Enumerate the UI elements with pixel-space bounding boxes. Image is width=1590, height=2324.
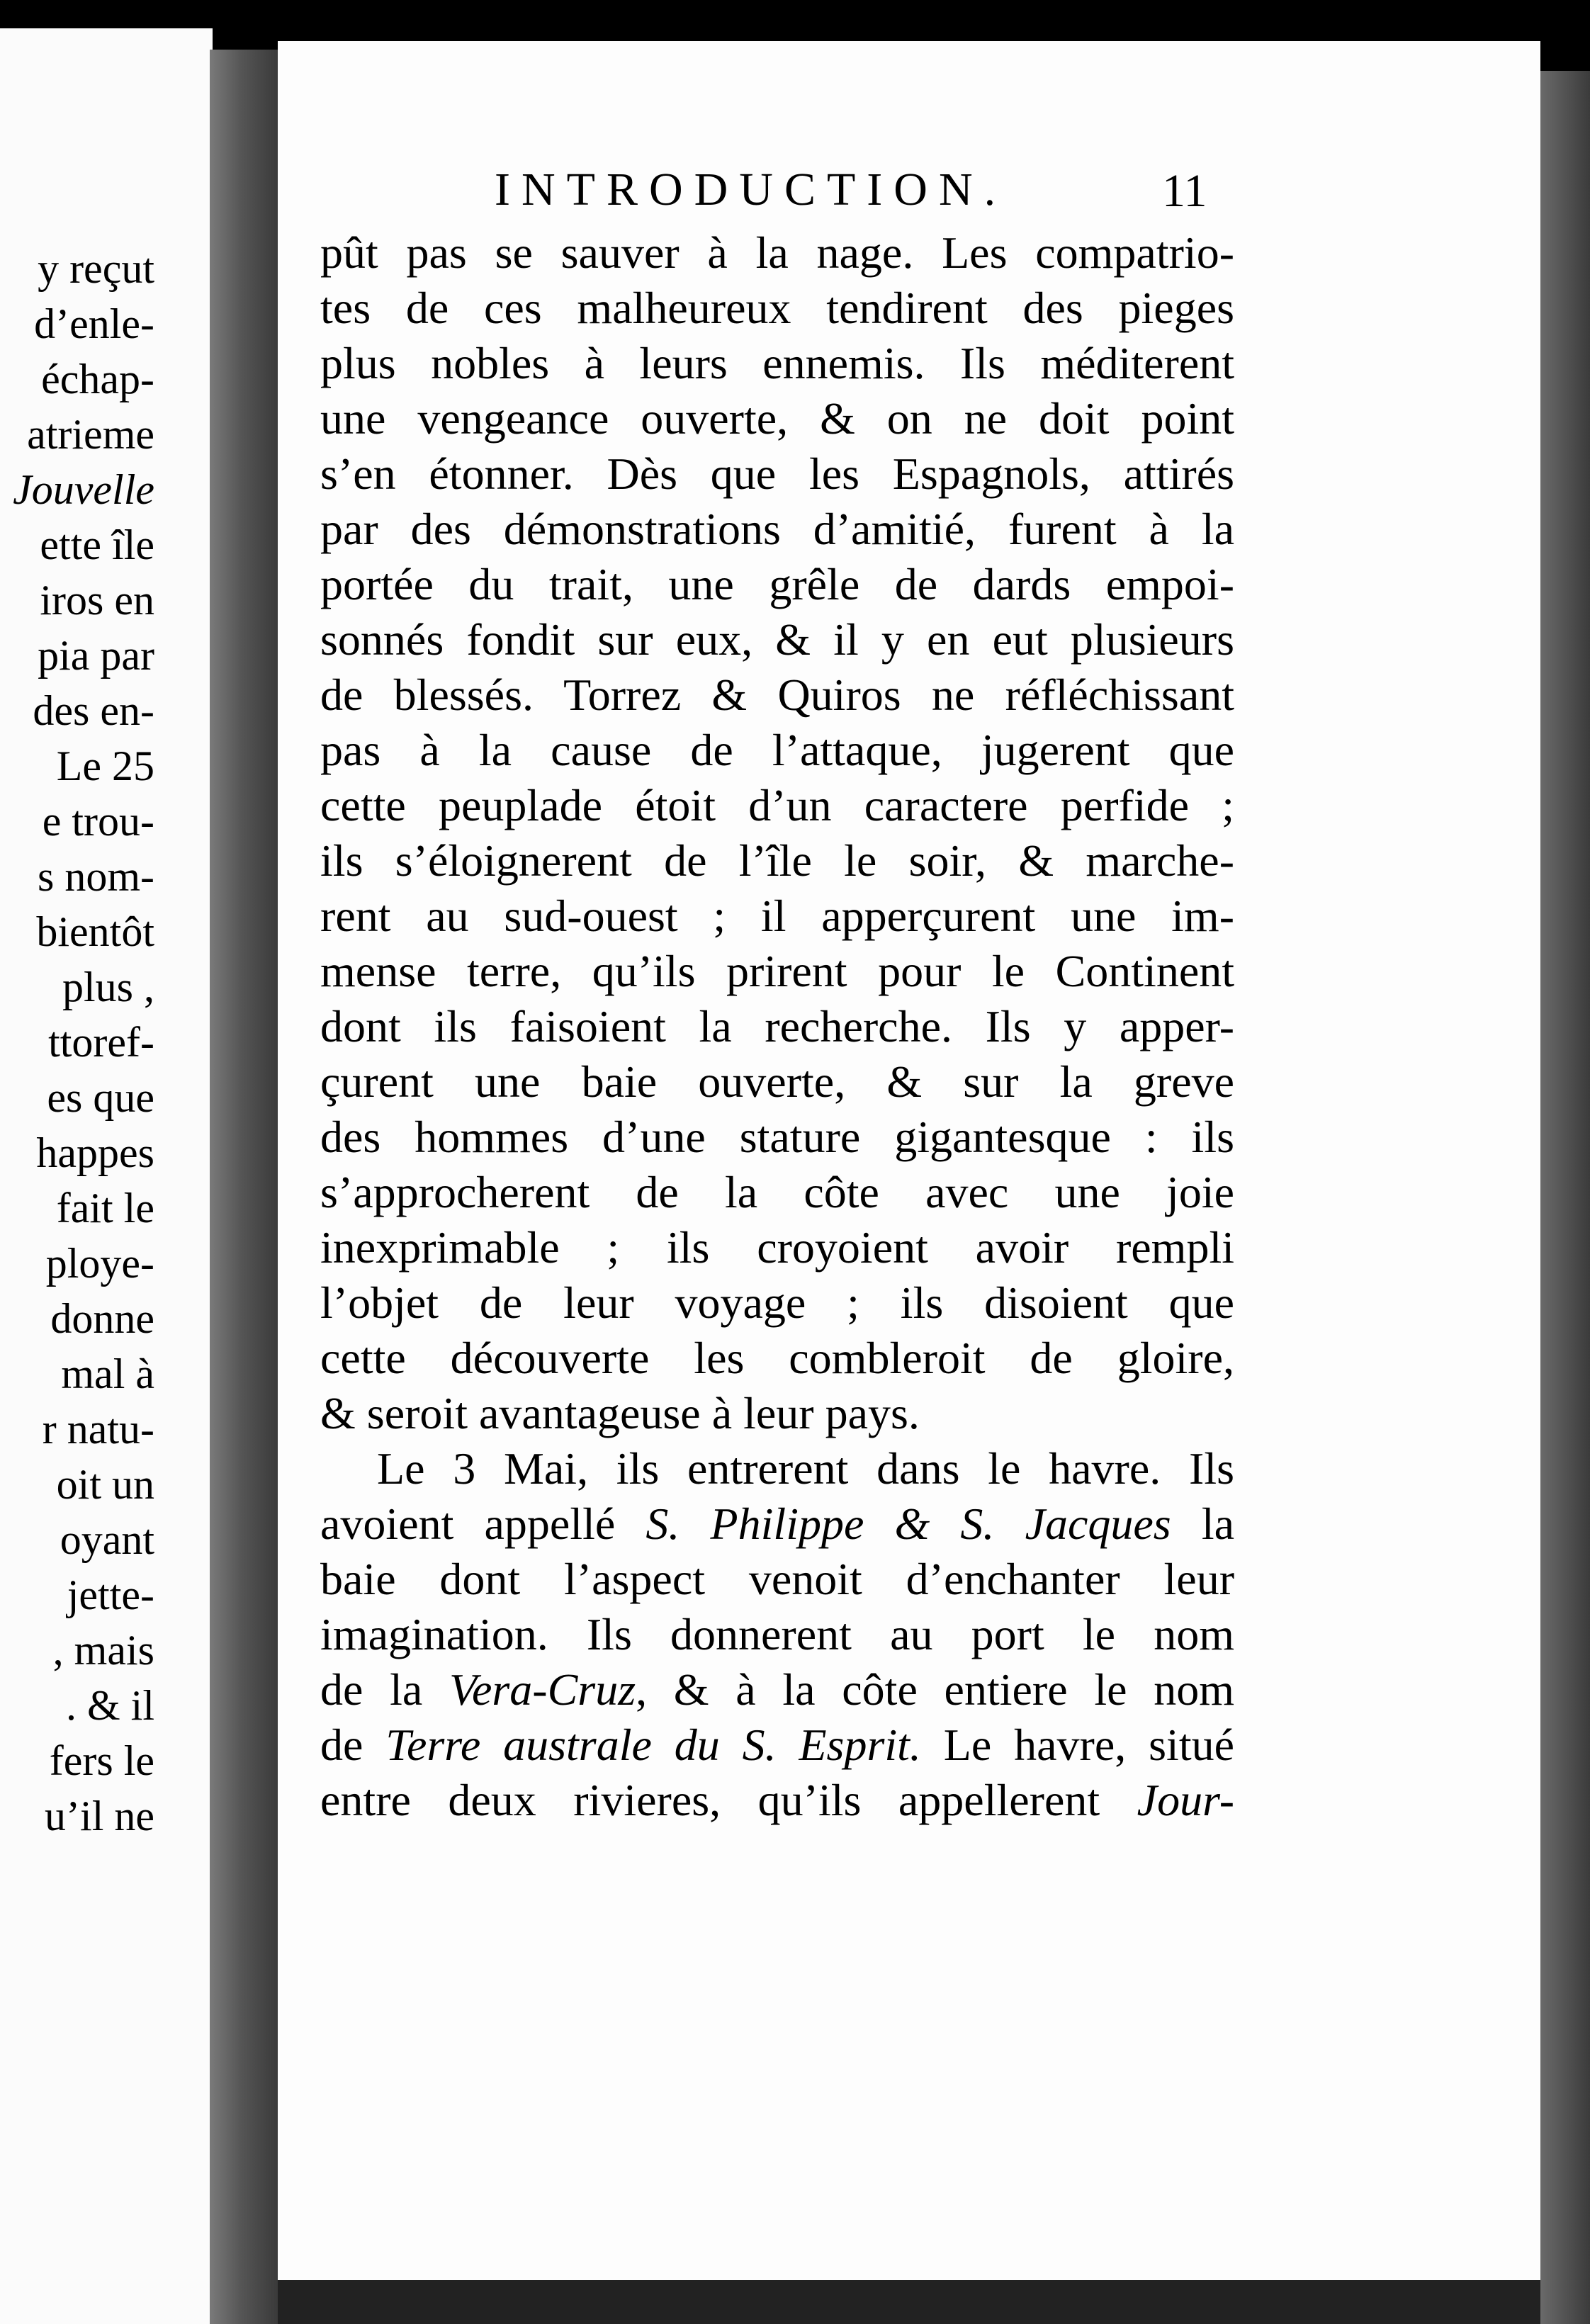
left-line: iros en <box>40 577 154 624</box>
left-line: y reçut <box>38 245 154 292</box>
body-line: une vengeance ouverte, & on ne doit point <box>320 393 1234 444</box>
italic-place-name: Vera-Cruz <box>449 1664 636 1715</box>
line-text: la <box>1171 1499 1235 1549</box>
left-line: happes <box>36 1129 154 1176</box>
body-line: cette découverte les combleroit de gloire, <box>320 1333 1234 1383</box>
body-line: de blessés. Torrez & Quiros ne réfléchissant <box>320 670 1234 720</box>
italic-word: Jour- <box>1137 1775 1234 1825</box>
body-line: baie dont l’aspect venoit d’enchanter leur <box>320 1554 1234 1604</box>
body-line: dont ils faisoient la recherche. Ils y apper- <box>320 1001 1234 1051</box>
left-line: r natu- <box>42 1406 154 1452</box>
italic-place-name: Terre australe du S. Esprit. <box>385 1720 921 1770</box>
paragraph-start-line: Le 3 Mai, ils entrerent dans le havre. Ils <box>377 1443 1234 1494</box>
left-line: plus , <box>62 964 154 1010</box>
page-edge <box>1540 71 1590 2324</box>
body-line: imagination. Ils donnerent au port le nom <box>320 1609 1234 1659</box>
line-text: de la <box>320 1664 449 1715</box>
left-line: atrieme <box>27 411 154 458</box>
line-text: entre deux rivieres, qu’ils appellerent <box>320 1775 1137 1825</box>
left-line: donne <box>50 1295 154 1342</box>
body-line <box>320 1717 1234 1773</box>
body-line: inexprimable ; ils croyoient avoir rempli <box>320 1222 1234 1273</box>
left-line: pia par <box>38 632 154 679</box>
left-line: oit un <box>56 1461 154 1508</box>
body-line: pas à la cause de l’attaque, jugerent que <box>320 725 1234 775</box>
left-line: bientôt <box>36 908 154 955</box>
line-text: avoient appellé <box>320 1499 646 1549</box>
left-page-fragment <box>0 28 213 2324</box>
line-text: de <box>320 1720 386 1770</box>
book-gutter <box>210 50 281 2324</box>
running-head: INTRODUCTION. <box>495 164 1008 215</box>
body-line: rent au sud-ouest ; il apperçurent une im- <box>320 891 1234 941</box>
body-line: & seroit avantageuse à leur pays. <box>320 1388 920 1438</box>
left-line: . & il <box>65 1682 154 1729</box>
page-bottom-edge <box>278 2280 1540 2324</box>
left-line: e trou- <box>42 798 154 845</box>
body-line: ils s’éloignerent de l’île le soir, & marche- <box>320 835 1234 886</box>
left-line: fait le <box>56 1185 154 1231</box>
left-line: ette île <box>40 521 154 568</box>
body-line: sonnés fondit sur eux, & il y en eut plusieurs <box>320 614 1234 665</box>
body-line: çurent une baie ouverte, & sur la greve <box>320 1056 1234 1107</box>
line-text: , & à la côte entiere le nom <box>636 1664 1235 1715</box>
body-line: cette peuplade étoit d’un caractere perfide ; <box>320 780 1234 830</box>
left-line: Le 25 <box>56 743 154 789</box>
body-line <box>320 1662 1234 1717</box>
italic-place-name: S. Philippe & S. Jacques <box>645 1499 1171 1549</box>
body-line: des hommes d’une stature gigantesque : ils <box>320 1112 1234 1162</box>
body-line: plus nobles à leurs ennemis. Ils méditerent <box>320 338 1234 388</box>
body-line: pût pas se sauver à la nage. Les compatrio- <box>320 227 1234 278</box>
left-line: ploye- <box>45 1240 154 1287</box>
line-text: Le havre, situé <box>920 1720 1234 1770</box>
left-line: mal à <box>61 1350 154 1397</box>
left-line: oyant <box>60 1516 154 1563</box>
body-line: s’approcherent de la côte avec une joie <box>320 1167 1234 1217</box>
left-line: , mais <box>52 1627 154 1674</box>
body-line: s’en étonner. Dès que les Espagnols, attirés <box>320 449 1234 499</box>
body-line: l’objet de leur voyage ; ils disoient que <box>320 1277 1234 1328</box>
body-line: tes de ces malheureux tendirent des pieges <box>320 283 1234 333</box>
left-line: jette- <box>67 1572 154 1618</box>
body-line <box>320 1496 1234 1552</box>
body-line: portée du trait, une grêle de dards empoi- <box>320 559 1234 609</box>
body-line <box>320 1773 1234 1828</box>
body-line: mense terre, qu’ils prirent pour le Continent <box>320 946 1234 996</box>
page-number: 11 <box>1162 165 1207 217</box>
left-line: ttoref- <box>48 1019 154 1066</box>
left-line: es que <box>47 1074 154 1121</box>
body-line: par des démonstrations d’amitié, furent à la <box>320 504 1234 554</box>
left-line: échap- <box>41 356 154 402</box>
left-line: d’enle- <box>34 300 154 347</box>
left-line: Jouvelle <box>13 466 154 513</box>
left-line: des en- <box>33 687 154 734</box>
left-line: s nom- <box>38 853 154 900</box>
left-line: u’il ne <box>45 1793 154 1839</box>
left-line: fers le <box>49 1737 154 1784</box>
